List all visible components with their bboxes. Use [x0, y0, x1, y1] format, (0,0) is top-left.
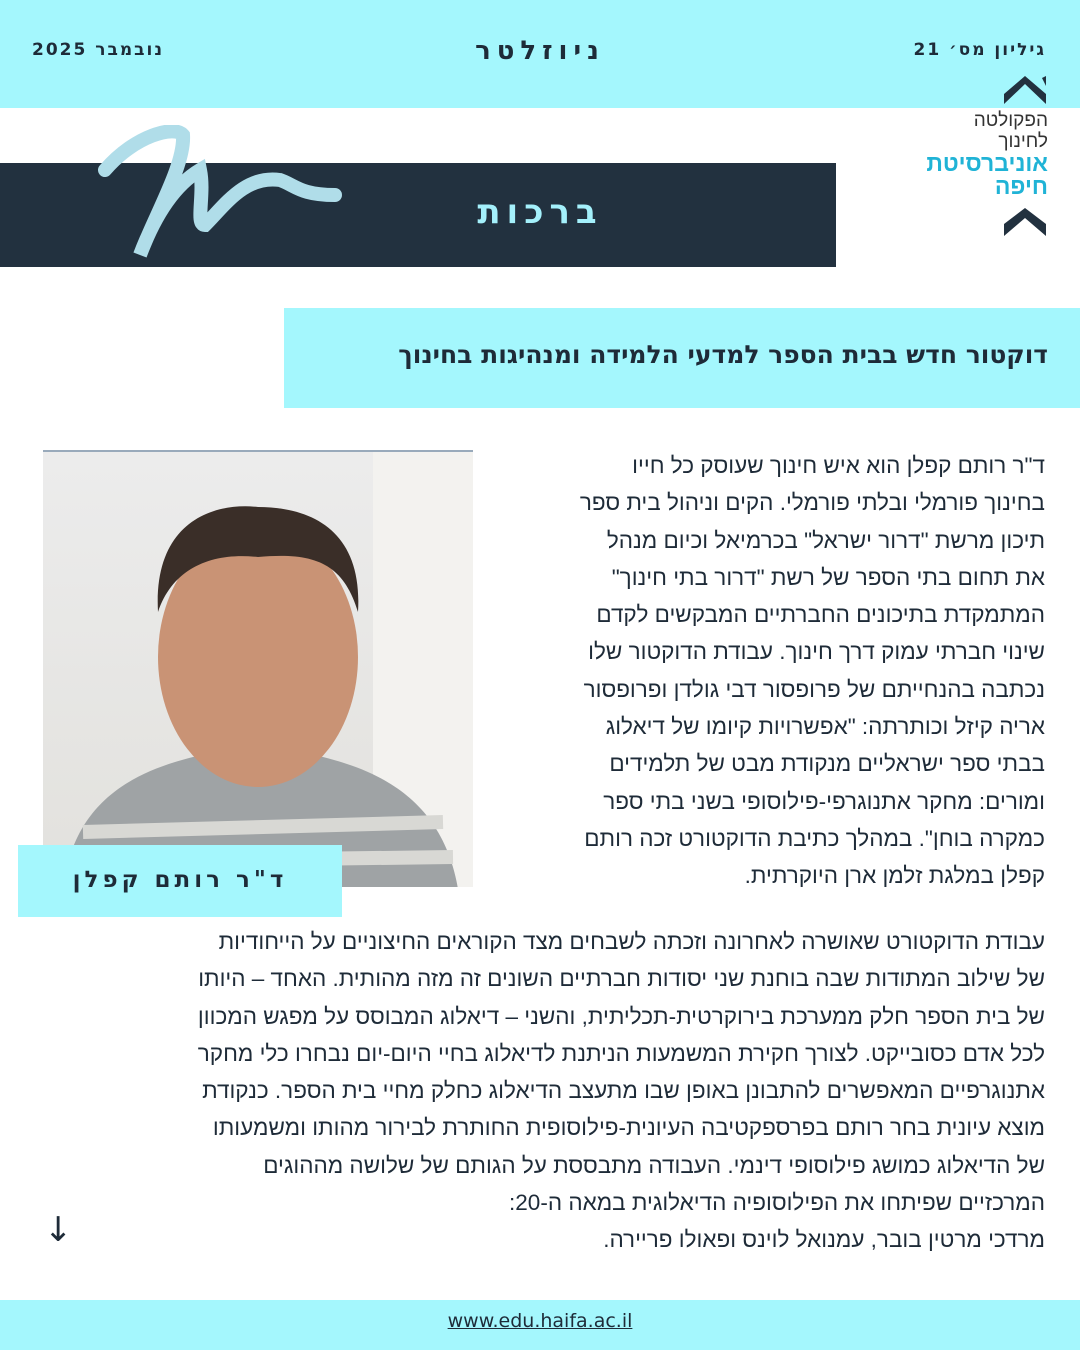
text-line: כמקרה בוחן". במהלך כתיבת הדוקטורט זכה רותם	[584, 825, 1045, 851]
text-line: את תחום בתי הספר של רשת "דרור בתי חינוך"	[611, 564, 1045, 590]
text-line: מוצא עיונית בחר רותם בפרספקטיבה העיונית-פילוסופית החותרת לבירור מהותו ומשמעותו	[212, 1115, 1045, 1141]
text-line: של הדיאלוג כמושג פילוסופי דינמי. העבודה מתבססת על הגותם של שלושה מההוגים	[263, 1152, 1045, 1178]
text-line: בבתי ספר ישראליים מנקודת מבט של תלמידים	[609, 751, 1045, 777]
section-title: ברכות	[477, 192, 603, 232]
text-line: ומורים: מחקר אתנוגרפי-פילוסופי בשני בתי ספר	[603, 788, 1045, 814]
text-line: עבודת הדוקטורט שאושרה לאחרונה וזכתה לשבחים מצד הקוראים החיצוניים על הייחודיות	[218, 929, 1045, 954]
university-line2: חיפה	[994, 173, 1048, 199]
chevron-up-icon	[1002, 76, 1048, 106]
text-line: לכל אדם כסובייקט. לצורך חקירת המשמעות הניתנת לדיאלוג בחיי היום-יום נבחרו כלי מחקר	[197, 1040, 1045, 1066]
article-intro	[505, 447, 1045, 895]
footer-bar	[0, 1300, 1080, 1350]
text-line: המרכזיים שפיתחו את הפילוסופיה הדיאלוגית במאה ה-20:	[509, 1190, 1045, 1216]
text-line: המתמקדת בתיכונים החברתיים המבקשים לקדם	[596, 602, 1045, 628]
text-line: שינוי חברתי עמוק דרך חינוך. עבודת הדוקטור שלו	[588, 639, 1045, 665]
text-line: ד"ר רותם קפלן הוא איש חינוך שעוסק כל חייו	[632, 453, 1045, 478]
article-body	[35, 923, 1045, 1259]
text-line: קפלן במלגת זלמן ארן היוקרתית.	[744, 863, 1045, 889]
photo-caption: ד"ר רותם קפלן	[18, 845, 342, 917]
text-line: תיכון מרשת "דרור ישראל" בכרמיאל וכיום מנהל	[606, 527, 1045, 553]
text-line: נכתבה בהנחייתם של פרופסור דבי גולדן ופרופסור	[583, 676, 1045, 702]
text-line: בחינוך פורמלי ובלתי פורמלי. הקים וניהול בית ספר	[579, 490, 1045, 516]
university-line1: אוניברסיטת	[926, 150, 1048, 176]
issue-number: גיליון מס׳ 21	[913, 40, 1046, 60]
text-line: אתנוגרפיים המאפשרים להתבונן באופן שבו מתעצב הדיאלוג כחלק מחיי בית הספר. כנקודת	[202, 1078, 1045, 1104]
newsletter-title: ניוזלטר	[475, 36, 605, 66]
arrow-down-icon: ↓	[44, 1210, 73, 1250]
faculty-line1: הפקולטה	[973, 110, 1048, 131]
faculty-line2: לחינוך	[998, 131, 1048, 152]
portrait-photo	[43, 450, 473, 887]
article-headline: דוקטור חדש בבית הספר למדעי הלמידה ומנהיגות בחינוך	[284, 308, 1080, 408]
text-line: מרדכי מרטין בובר, עמנואל לוינס ופאולו פריירה.	[603, 1227, 1045, 1253]
text-line: של בית הספר חלק ממערכת בירוקרטית-תכליתית, והשני – דיאלוג המבוסס על מפגש המכוון	[197, 1003, 1045, 1029]
issue-date: נובמבר 2025	[32, 40, 165, 60]
text-line: של שילוב המתודות שבה בוחנת שני יסודות חברתיים השונים זה מזה מהותית. האחד – היותו	[198, 966, 1045, 992]
text-line: אריה קיזל וכותרתה: "אפשרויות קיומו של דיאלוג	[605, 714, 1045, 740]
website-link[interactable]: www.edu.haifa.ac.il	[447, 1310, 633, 1332]
